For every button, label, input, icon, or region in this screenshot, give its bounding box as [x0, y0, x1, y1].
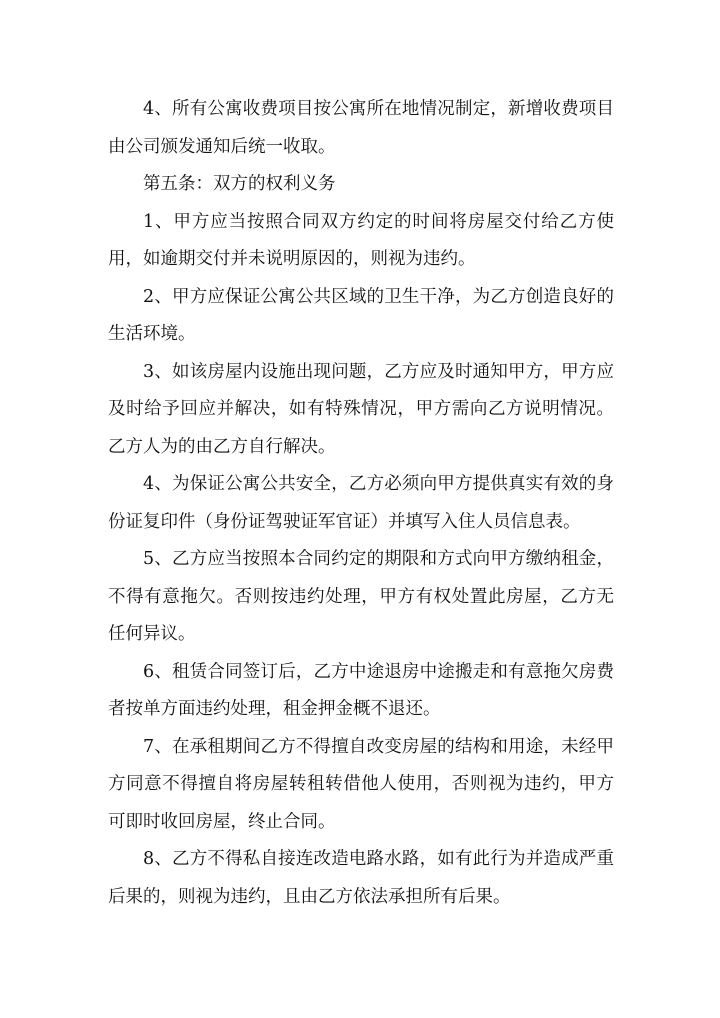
- clause-4-fees: 4、所有公寓收费项目按公寓所在地情况制定，新增收费项目由公司颁发通知后统一收取。: [108, 99, 614, 157]
- clause-6-early-termination: 6、租赁合同签订后，乙方中途退房中途搬走和有意拖欠房费者按单方面违约处理，租金押金概不退还。: [108, 661, 614, 719]
- clause-5-rent-payment: 5、乙方应当按照本合同约定的期限和方式向甲方缴纳租金，不得有意拖欠。否则按违约处理，甲方有权处置此房屋，乙方无任何异议。: [108, 549, 614, 644]
- clause-7-sublet: 7、在承租期间乙方不得擅自改变房屋的结构和用途，未经甲方同意不得擅自将房屋转租转借他人使用，否则视为违约，甲方可即时收回房屋，终止合同。: [108, 736, 614, 832]
- clause-8-wiring: 8、乙方不得私自接连改造电路水路，如有此行为并造成严重后果的，则视为违约，且由乙方依法承担所有后果。: [108, 849, 614, 907]
- article-5-heading: 第五条：双方的权利义务: [143, 174, 336, 194]
- clause-1-delivery: 1、甲方应当按照合同双方约定的时间将房屋交付给乙方使用，如逾期交付并未说明原因的，则视为违约。: [108, 211, 614, 269]
- clause-3-facilities: 3、如该房屋内设施出现问题，乙方应及时通知甲方，甲方应及时给予回应并解决，如有特殊情况，甲方需向乙方说明情况。乙方人为的由乙方自行解决。: [108, 361, 614, 457]
- clause-2-hygiene: 2、甲方应保证公寓公共区域的卫生干净，为乙方创造良好的生活环境。: [108, 286, 614, 344]
- document-body: [108, 91, 614, 916]
- clause-4-id-documents: 4、为保证公寓公共安全，乙方必须向甲方提供真实有效的身份证复印件（身份证驾驶证军官证）并填写入住人员信息表。: [108, 474, 614, 532]
